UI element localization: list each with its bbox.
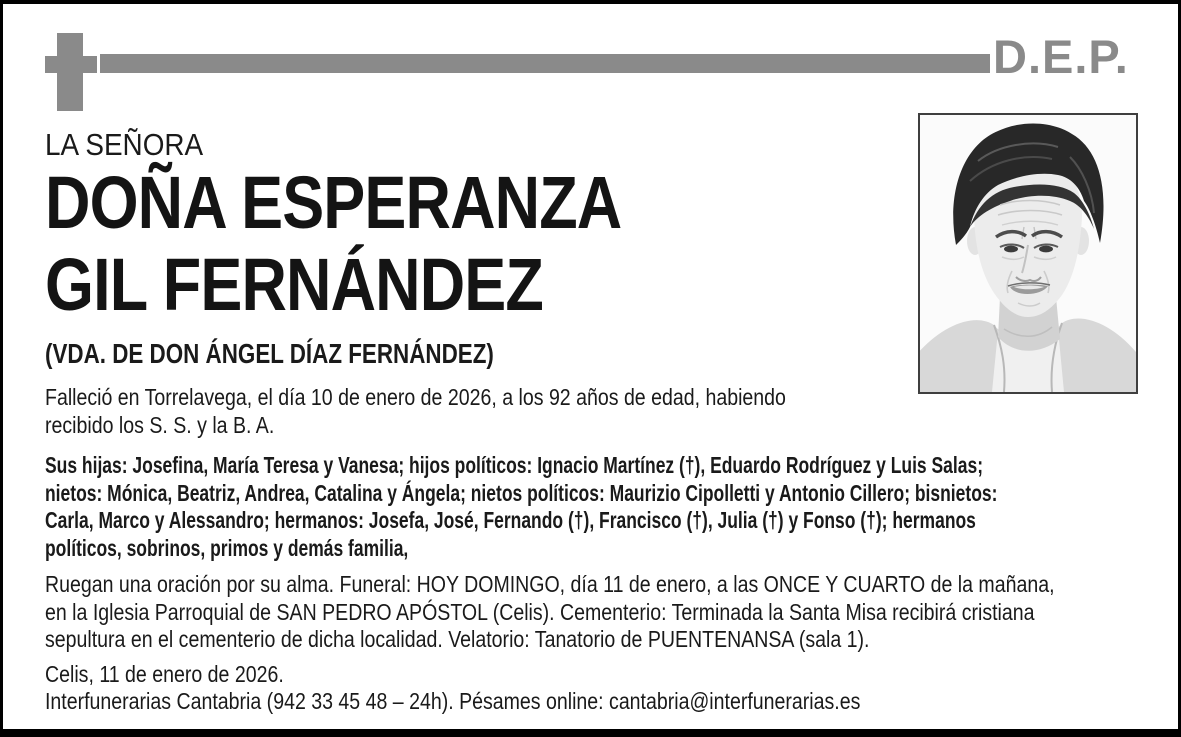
deceased-name-line-2: GIL FERNÁNDEZ bbox=[45, 243, 543, 326]
family-paragraph bbox=[45, 452, 1155, 562]
death-notice-paragraph bbox=[45, 384, 1155, 439]
death-notice-line: recibido los S. S. y la B. A. bbox=[45, 411, 275, 438]
funeral-line: sepultura en el cementerio de dicha localidad. Velatorio: Tanatorio de PUENTENANSA (sala 1). bbox=[45, 626, 870, 652]
family-line: políticos, sobrinos, primos y demás familia, bbox=[45, 534, 409, 561]
dep-abbreviation: D.E.P. bbox=[993, 30, 1129, 83]
latin-cross-icon bbox=[45, 56, 97, 73]
notice-body bbox=[45, 118, 1155, 716]
family-line: Sus hijas: Josefina, María Teresa y Vanesa; hijos políticos: Ignacio Martínez (†), Eduardo Rodríguez y Luis Salas; bbox=[45, 452, 984, 478]
funeral-home-contact: Interfunerarias Cantabria (942 33 45 48 – 24h). Pésames online: cantabria@interfunerarias.es bbox=[45, 688, 861, 714]
deceased-name-line-1: DOÑA ESPERANZA bbox=[45, 161, 622, 244]
funeral-line: Ruegan una oración por su alma. Funeral: HOY DOMINGO, día 11 de enero, a las ONCE Y CUARTO de la mañana, bbox=[45, 571, 1055, 597]
family-line: nietos: Mónica, Beatriz, Andrea, Catalina y Ángela; nietos políticos: Maurizio Cipolletti y Antonio Cillero; bisnietos: bbox=[45, 479, 998, 506]
widow-relation: (VDA. DE DON ÁNGEL DÍAZ FERNÁNDEZ) bbox=[45, 338, 494, 369]
death-notice-line: Falleció en Torrelavega, el día 10 de enero de 2026, a los 92 años de edad, habiendo bbox=[45, 384, 786, 410]
funeral-details-paragraph bbox=[45, 571, 1155, 654]
funeral-line: en la Iglesia Parroquial de SAN PEDRO APÓSTOL (Celis). Cementerio: Terminada la Santa Misa recibirá cristiana bbox=[45, 598, 1035, 625]
deceased-name bbox=[45, 162, 1155, 326]
footer-paragraph bbox=[45, 661, 1155, 716]
place-and-date: Celis, 11 de enero de 2026. bbox=[45, 660, 284, 687]
header-rule bbox=[100, 54, 990, 73]
honorific: LA SEÑORA bbox=[45, 127, 204, 162]
family-line: Carla, Marco y Alessandro; hermanos: Josefa, José, Fernando (†), Francisco (†), Julia (†) y Fonso (†); hermanos bbox=[45, 507, 976, 533]
